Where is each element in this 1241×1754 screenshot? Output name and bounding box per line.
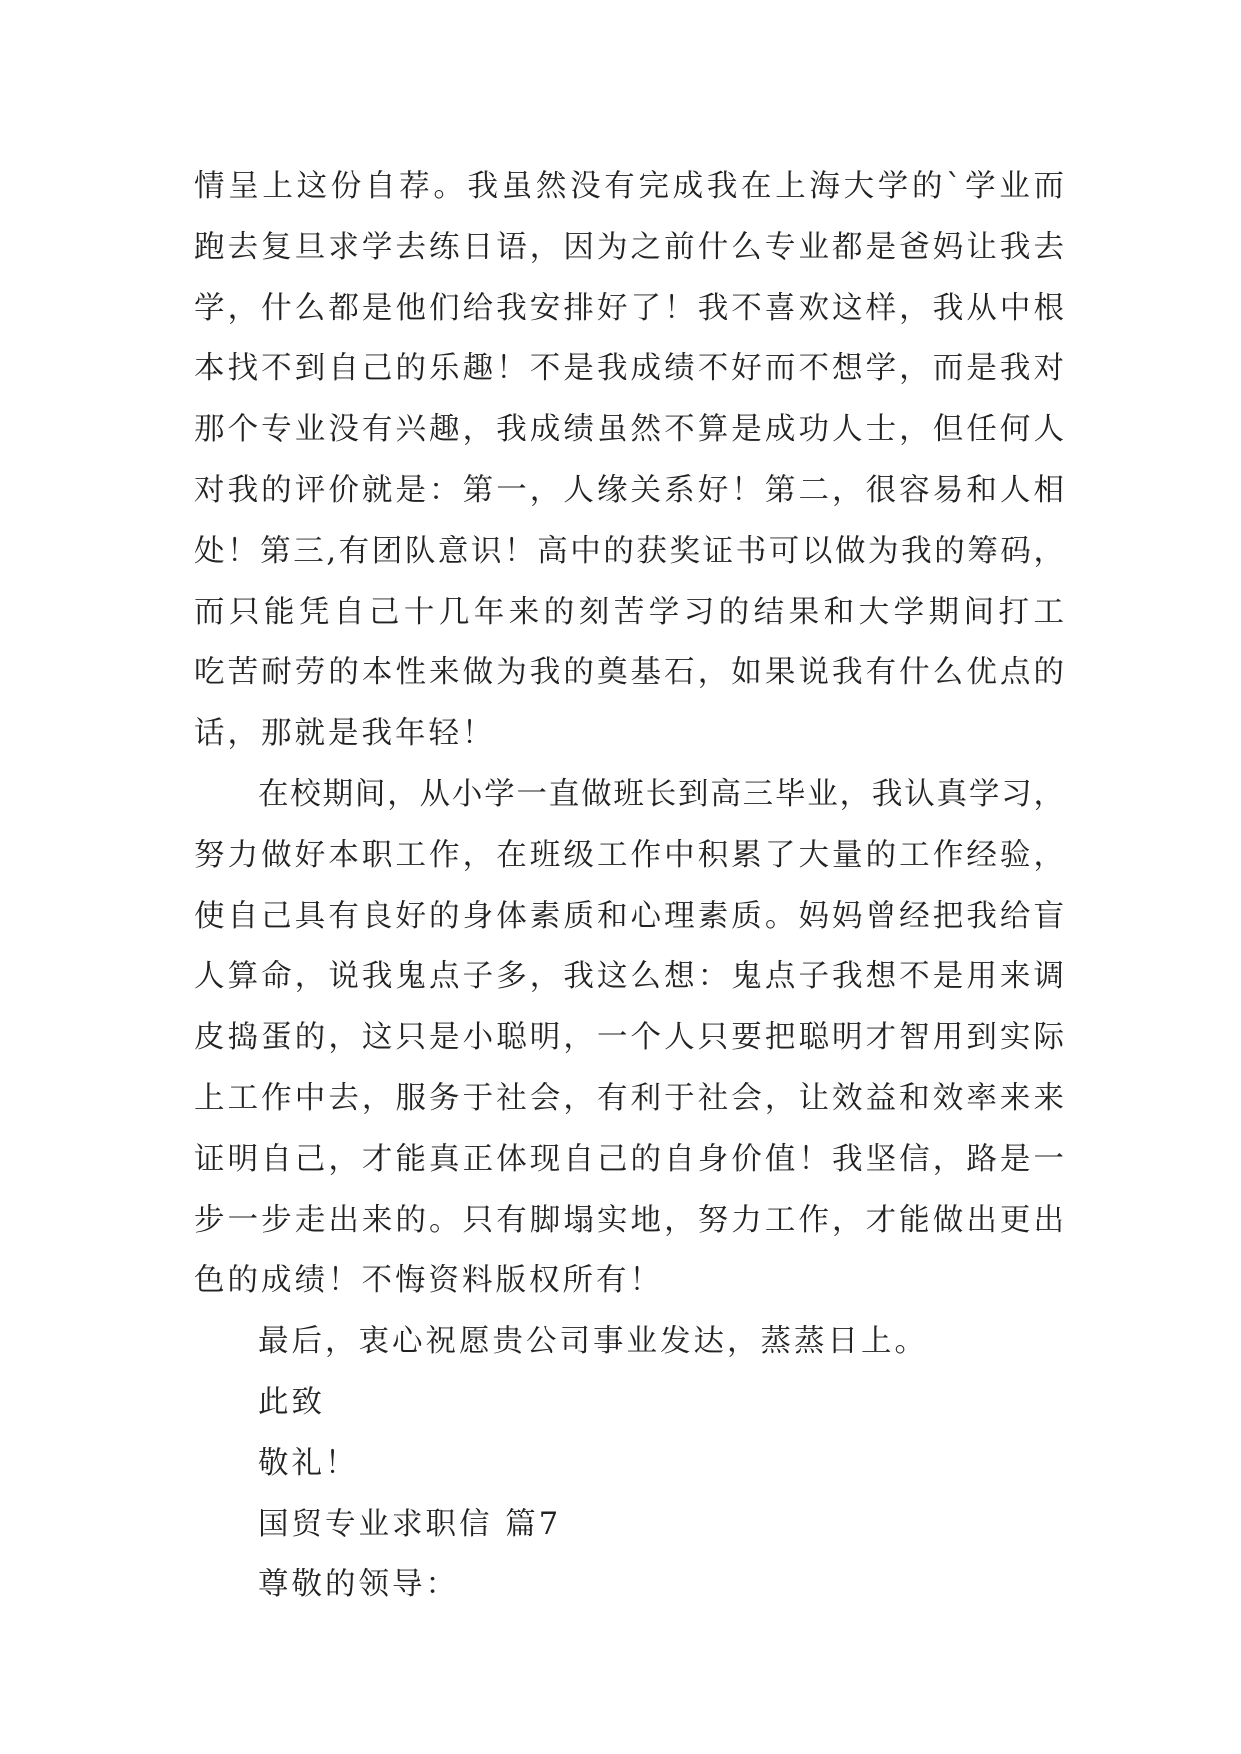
text-line: 人算命，说我鬼点子多，我这么想：鬼点子我想不是用来调	[194, 959, 1064, 995]
text-line: 情呈上这份自荐。我虽然没有完成我在上海大学的`学业而	[194, 169, 1064, 204]
text-line: 上工作中去，服务于社会，有利于社会，让效益和效率来来	[194, 1080, 1064, 1116]
text-line: 吃苦耐劳的本性来做为我的奠基石，如果说我有什么优点的	[194, 655, 1064, 691]
text-line: 处！第三,有团队意识！高中的获奖证书可以做为我的筹码，	[194, 533, 1064, 569]
document-body	[194, 157, 1064, 1616]
text-line: 本找不到自己的乐趣！不是我成绩不好而不想学，而是我对	[194, 351, 1064, 387]
text-line: 对我的评价就是：第一，人缘关系好！第二，很容易和人相	[194, 472, 1064, 508]
text-line: 话，那就是我年轻！	[194, 716, 496, 752]
paragraph-2	[194, 765, 1064, 1312]
text-line: 色的成绩！不悔资料版权所有！	[194, 1263, 663, 1299]
section-title: 国贸专业求职信 篇7	[258, 1506, 562, 1542]
paragraph-1	[194, 157, 1064, 765]
text-line: 那个专业没有兴趣，我成绩虽然不算是成功人士，但任何人	[194, 412, 1064, 448]
salutation-line: 此致	[258, 1384, 325, 1420]
closing-line: 最后，衷心祝愿贵公司事业发达，蒸蒸日上。	[258, 1324, 928, 1360]
text-line: 步一步走出来的。只有脚塌实地，努力工作，才能做出更出	[194, 1202, 1064, 1238]
text-line: 努力做好本职工作，在班级工作中积累了大量的工作经验，	[194, 837, 1064, 873]
text-line: 而只能凭自己十几年来的刻苦学习的结果和大学期间打工	[194, 594, 1064, 630]
greeting-line: 尊敬的领导：	[258, 1567, 459, 1603]
text-line: 跑去复旦求学去练日语，因为之前什么专业都是爸妈让我去	[194, 229, 1064, 265]
text-line: 学，什么都是他们给我安排好了！我不喜欢这样，我从中根	[194, 290, 1064, 326]
salutation-line: 敬礼！	[258, 1445, 359, 1481]
text-line: 证明自己，才能真正体现自己的自身价值！我坚信，路是一	[194, 1141, 1064, 1177]
text-line: 在校期间，从小学一直做班长到高三毕业，我认真学习，	[258, 776, 1064, 812]
text-line: 使自己具有良好的身体素质和心理素质。妈妈曾经把我给盲	[194, 898, 1064, 934]
text-line: 皮捣蛋的，这只是小聪明，一个人只要把聪明才智用到实际	[194, 1020, 1064, 1056]
